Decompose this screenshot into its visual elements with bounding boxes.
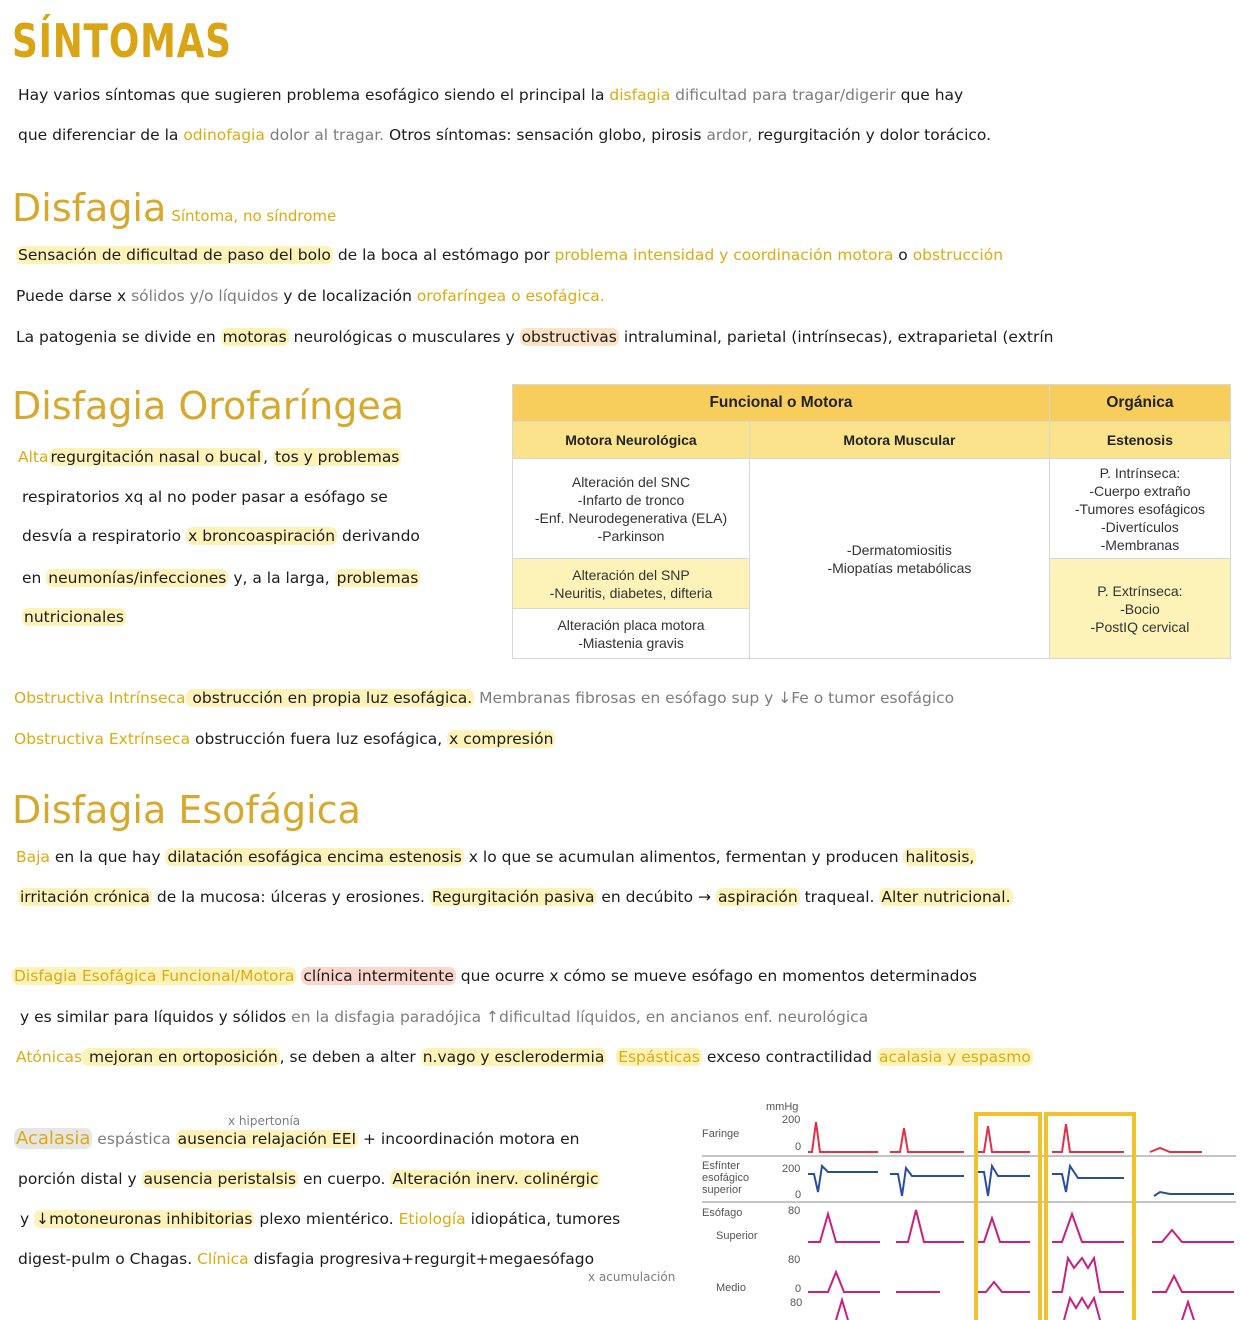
text: ausencia relajación EEI xyxy=(177,1130,357,1148)
manometry-figure xyxy=(700,1096,1236,1320)
text: -Miopatías metabólicas xyxy=(827,559,972,576)
sintomas-line-2 xyxy=(18,126,991,144)
obstructiva-intrinseca xyxy=(14,689,954,707)
text: aspiración xyxy=(717,888,798,906)
text: P. Intrínseca: xyxy=(1099,464,1181,481)
esofago-label: Esófago xyxy=(702,1207,743,1219)
text: en la disfagia paradójica ↑dificultad líquidos, en ancianos enf. neurológica xyxy=(286,1008,869,1026)
text: + incoordinación motora en xyxy=(358,1130,580,1148)
page-title: SÍNTOMAS xyxy=(12,14,232,68)
esofagica-title: Disfagia Esofágica xyxy=(12,788,361,832)
text: y de localización xyxy=(278,287,417,305)
obstructiva-extrinseca xyxy=(14,730,555,748)
text: en xyxy=(22,569,47,587)
text: o xyxy=(893,246,913,264)
text: Alteración del SNP xyxy=(572,566,690,583)
text: -Membranas xyxy=(1100,536,1180,553)
text: mejoran en ortoposición xyxy=(84,1048,278,1066)
medio-label: Medio xyxy=(716,1282,746,1294)
text: dilatación esofágica encima estenosis xyxy=(167,848,462,866)
orofaringea-title: Disfagia Orofaríngea xyxy=(12,384,404,428)
esofago-trace xyxy=(808,1210,1234,1320)
tick-label: 200 xyxy=(782,1163,801,1175)
header-organica: Orgánica xyxy=(1049,385,1230,422)
text: obstrucción xyxy=(912,246,1004,264)
text: problema intensidad y coordinación motora xyxy=(554,246,894,264)
tick-label: 80 xyxy=(790,1297,803,1309)
tick-label: 0 xyxy=(795,1189,802,1201)
text: Alta xyxy=(18,448,49,466)
cell-intrinseca xyxy=(1049,459,1230,559)
text: clínica intermitente xyxy=(303,967,454,985)
text: Puede darse x xyxy=(16,287,132,305)
text: porción distal y xyxy=(18,1170,142,1188)
header-neurologica: Motora Neurológica xyxy=(513,422,750,459)
text: neumonías/infecciones xyxy=(48,569,227,587)
disfagia-line-2 xyxy=(16,287,605,305)
funcional-line-3 xyxy=(16,1048,1033,1066)
acalasia-line-3 xyxy=(20,1210,620,1228)
text: y es similar para líquidos y sólidos xyxy=(20,1008,287,1026)
text: -Tumores esofágicos xyxy=(1074,500,1206,517)
acalasia-line-4 xyxy=(18,1250,594,1268)
text: Membranas fibrosas en esófago sup y ↓Fe o tumor esofágico xyxy=(474,689,955,707)
text: desvía a respiratorio xyxy=(22,527,187,545)
note-hipertonia: x hipertonía xyxy=(228,1114,301,1128)
text: halitosis, xyxy=(905,848,975,866)
text: de la boca al estómago por xyxy=(332,246,555,264)
acalasia-line-1 xyxy=(14,1128,579,1149)
text: regurgitación nasal o bucal xyxy=(50,448,262,466)
text: -Miastenia gravis xyxy=(578,634,684,651)
cell-muscular xyxy=(750,459,1050,659)
text: irritación crónica xyxy=(20,888,150,906)
text: en cuerpo. xyxy=(298,1170,391,1188)
text: obstrucción fuera luz esofágica, xyxy=(190,730,448,748)
text: nutricionales xyxy=(24,608,124,626)
disfagia-line-1 xyxy=(16,246,1003,264)
text: -Cuerpo extraño xyxy=(1089,482,1191,499)
text: derivando xyxy=(337,527,420,545)
section-subtitle: Síntoma, no síndrome xyxy=(171,207,337,225)
text: Regurgitación pasiva xyxy=(431,888,595,906)
text: Atónicas xyxy=(16,1048,83,1066)
header-muscular: Motora Muscular xyxy=(750,422,1050,459)
text: que ocurre x cómo se mueve esófago en momentos determinados xyxy=(455,967,978,985)
esfinter-trace xyxy=(808,1166,1234,1196)
text: Baja xyxy=(16,848,50,866)
text: traqueal. xyxy=(799,888,880,906)
text: Espásticas xyxy=(618,1048,700,1066)
dysphagia-classification-table xyxy=(512,384,1231,659)
text: que diferenciar de la xyxy=(18,126,184,144)
tick-label: 200 xyxy=(782,1114,801,1126)
text: La patogenia se divide en xyxy=(16,328,221,346)
text: problemas xyxy=(336,569,419,587)
text: obstructivas xyxy=(521,328,617,346)
text: obstrucción en propia luz esofágica. xyxy=(187,689,473,707)
text: en decúbito → xyxy=(596,888,716,906)
text: , se deben a alter xyxy=(279,1048,421,1066)
text: Clínica xyxy=(197,1250,249,1268)
text: -Parkinson xyxy=(597,527,665,544)
text: ↓motoneuronas inhibitorias xyxy=(36,1210,253,1228)
disfagia-line-3 xyxy=(16,328,1053,346)
text: idiopática, tumores xyxy=(465,1210,621,1228)
tick-label: 0 xyxy=(795,1283,802,1295)
text: dificultad para tragar/digerir xyxy=(670,86,896,104)
text: espástica xyxy=(92,1130,176,1148)
text: Acalasia xyxy=(16,1128,91,1149)
orofaringea-line-5 xyxy=(22,608,126,626)
text: exceso contractilidad xyxy=(701,1048,877,1066)
text: dolor al tragar. xyxy=(264,126,385,144)
text: Alteración inerv. colinérgic xyxy=(392,1170,599,1188)
esfinter-label: Esfínter xyxy=(702,1160,740,1172)
text: en la que hay xyxy=(49,848,166,866)
cell-extrinseca xyxy=(1049,559,1230,659)
faringe-label: Faringe xyxy=(702,1128,740,1140)
text: Obstructiva Extrínseca xyxy=(14,730,191,748)
text: -Neuritis, diabetes, difteria xyxy=(549,584,713,601)
disfagia-heading xyxy=(12,186,336,230)
text: Hay varios síntomas que sugieren problema esofágico siendo el principal la xyxy=(18,86,610,104)
text: y, a la larga, xyxy=(228,569,335,587)
unit-label: mmHg xyxy=(766,1101,799,1113)
text: Alteración del SNC xyxy=(571,473,691,490)
text: sólidos y/o líquidos xyxy=(131,287,279,305)
text: n.vago y esclerodermia xyxy=(422,1048,605,1066)
text: Otros síntomas: sensación globo, pirosis xyxy=(384,126,702,144)
esfinter-label: superior xyxy=(702,1184,742,1196)
text: orofaríngea o esofágica. xyxy=(416,287,605,305)
text: Alter nutricional. xyxy=(881,888,1011,906)
faringe-trace xyxy=(808,1122,1202,1152)
text: intraluminal, parietal (intrínsecas), extraparietal (extrín xyxy=(618,328,1054,346)
text: acalasia y espasmo xyxy=(879,1048,1031,1066)
text: P. Extrínseca: xyxy=(1097,582,1183,599)
text: que hay xyxy=(895,86,964,104)
text: x broncoaspiración xyxy=(188,527,336,545)
text: , xyxy=(263,448,274,466)
text: tos y problemas xyxy=(275,448,400,466)
orofaringea-line-1 xyxy=(18,448,401,466)
text: x lo que se acumulan alimentos, fermentan y producen xyxy=(463,848,904,866)
tick-label: 80 xyxy=(788,1254,801,1266)
text: y xyxy=(20,1210,35,1228)
text: Disfagia Esofágica Funcional/Motora xyxy=(14,967,295,985)
text: Obstructiva Intrínseca xyxy=(14,689,186,707)
tick-label: 0 xyxy=(795,1141,802,1153)
text: digest-pulm o Chagas. xyxy=(18,1250,198,1268)
cell-placa xyxy=(513,609,750,659)
text: plexo mientérico. xyxy=(254,1210,399,1228)
text: Alteración placa motora xyxy=(557,616,705,633)
superior-label: Superior xyxy=(716,1230,758,1242)
text: regurgitación y dolor torácico. xyxy=(752,126,992,144)
cell-snc xyxy=(513,459,750,559)
text: disfagia progresiva+regurgit+megaesófago xyxy=(248,1250,595,1268)
sintomas-line-1 xyxy=(18,86,963,104)
funcional-line-2 xyxy=(20,1008,868,1026)
text: neurológicas o musculares y xyxy=(288,328,520,346)
text: Sensación de dificultad de paso del bolo xyxy=(18,246,331,264)
esfinter-label: esofágico xyxy=(702,1172,750,1184)
cell-snp xyxy=(513,559,750,609)
text: ardor, xyxy=(701,126,753,144)
text: -Dermatomiositis xyxy=(846,541,952,558)
text: x compresión xyxy=(449,730,554,748)
text: ausencia peristalsis xyxy=(143,1170,297,1188)
term-odinofagia: odinofagia xyxy=(183,126,265,144)
text: -PostIQ cervical xyxy=(1090,618,1190,635)
header-funcional: Funcional o Motora xyxy=(513,385,1050,422)
text: motoras xyxy=(222,328,287,346)
esofagica-line-2 xyxy=(18,888,1013,906)
text: -Bocio xyxy=(1120,600,1160,617)
term-disfagia: disfagia xyxy=(609,86,671,104)
header-estenosis: Estenosis xyxy=(1049,422,1230,459)
orofaringea-line-2: respiratorios xq al no poder pasar a esófago se xyxy=(22,488,388,506)
tick-label: 80 xyxy=(788,1205,801,1217)
text: -Infarto de tronco xyxy=(577,491,685,508)
funcional-line-1 xyxy=(12,967,977,985)
acalasia-line-2 xyxy=(18,1170,600,1188)
text: Etiología xyxy=(398,1210,466,1228)
orofaringea-line-4 xyxy=(22,569,420,587)
section-title: Disfagia xyxy=(12,186,167,230)
highlight-box xyxy=(1046,1114,1134,1320)
text: -Enf. Neurodegenerativa (ELA) xyxy=(534,509,728,526)
text: de la mucosa: úlceras y erosiones. xyxy=(151,888,430,906)
note-acumulacion: x acumulación xyxy=(588,1270,676,1284)
text: -Divertículos xyxy=(1101,518,1179,535)
orofaringea-line-3 xyxy=(22,527,420,545)
esofagica-line-1 xyxy=(16,848,976,866)
